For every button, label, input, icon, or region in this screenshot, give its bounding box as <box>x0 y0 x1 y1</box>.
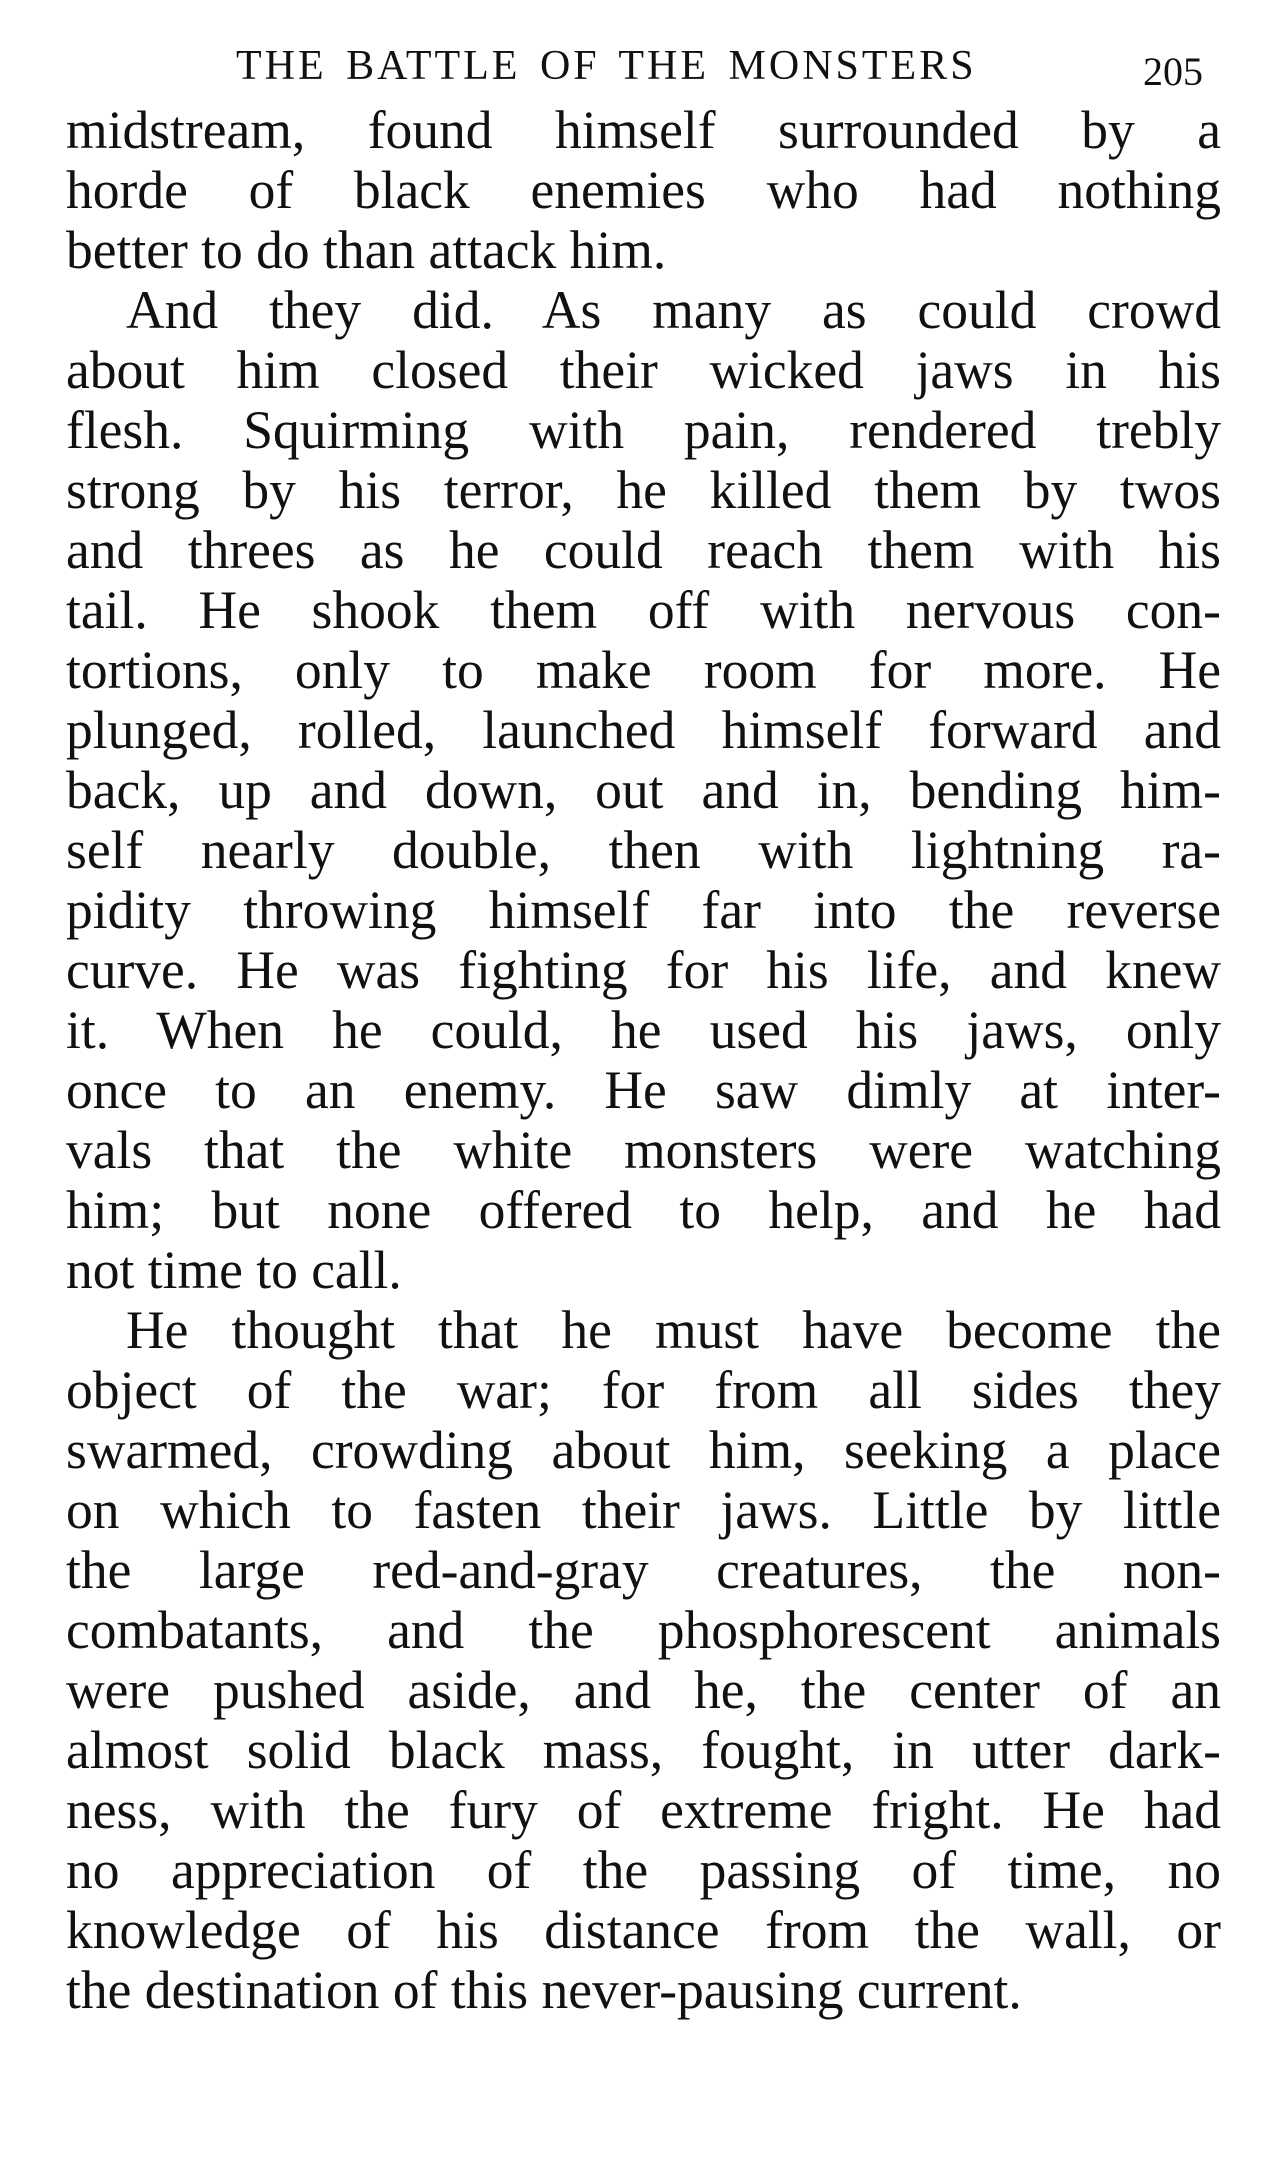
text-line: the destination of this never-pausing current. <box>66 1960 1022 2020</box>
text-line: strong by his terror, he killed them by twos <box>66 460 1221 520</box>
text-line: on which to fasten their jaws. Little by little <box>66 1480 1221 1540</box>
text-line: swarmed, crowding about him, seeking a place <box>66 1420 1221 1480</box>
text-line: flesh. Squirming with pain, rendered trebly <box>66 400 1221 460</box>
text-line: it. When he could, he used his jaws, only <box>66 1000 1221 1060</box>
text-line: almost solid black mass, fought, in utter dark- <box>66 1720 1221 1780</box>
text-line: ness, with the fury of extreme fright. He had <box>66 1780 1221 1840</box>
paragraph <box>66 1300 1221 2020</box>
text-line: He thought that he must have become the <box>126 1300 1221 1360</box>
text-line: plunged, rolled, launched himself forward and <box>66 700 1221 760</box>
text-line: combatants, and the phosphorescent animals <box>66 1600 1221 1660</box>
text-line: the large red-and-gray creatures, the non- <box>66 1540 1221 1600</box>
text-line: were pushed aside, and he, the center of an <box>66 1660 1221 1720</box>
text-line: better to do than attack him. <box>66 220 667 280</box>
text-line: tortions, only to make room for more. He <box>66 640 1221 700</box>
text-line: vals that the white monsters were watching <box>66 1120 1221 1180</box>
paragraph <box>66 100 1221 280</box>
book-page <box>66 30 1221 2020</box>
text-line: knowledge of his distance from the wall, or <box>66 1900 1221 1960</box>
text-line: him; but none offered to help, and he had <box>66 1180 1221 1240</box>
running-title: THE BATTLE OF THE MONSTERS <box>236 43 977 89</box>
text-line: no appreciation of the passing of time, no <box>66 1840 1221 1900</box>
body-text <box>66 100 1221 2020</box>
text-line: horde of black enemies who had nothing <box>66 160 1221 220</box>
text-line: and threes as he could reach them with his <box>66 520 1221 580</box>
running-head <box>66 30 1221 100</box>
text-line: midstream, found himself surrounded by a <box>66 100 1221 160</box>
text-line: about him closed their wicked jaws in his <box>66 340 1221 400</box>
text-line: And they did. As many as could crowd <box>126 280 1221 340</box>
text-line: back, up and down, out and in, bending him- <box>66 760 1221 820</box>
paragraph <box>66 280 1221 1300</box>
text-line: not time to call. <box>66 1240 402 1300</box>
page-number: 205 <box>1143 49 1203 94</box>
text-line: object of the war; for from all sides they <box>66 1360 1221 1420</box>
text-line: once to an enemy. He saw dimly at inter- <box>66 1060 1221 1120</box>
text-line: tail. He shook them off with nervous con- <box>66 580 1221 640</box>
text-line: curve. He was fighting for his life, and knew <box>66 940 1221 1000</box>
text-line: self nearly double, then with lightning ra- <box>66 820 1221 880</box>
text-line: pidity throwing himself far into the reverse <box>66 880 1221 940</box>
